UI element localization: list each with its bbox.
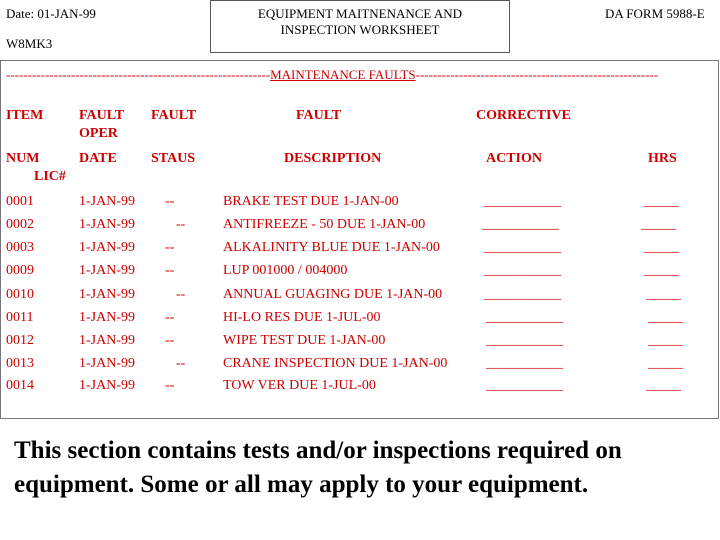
- row-hrs: _____: [646, 287, 681, 302]
- row-num: 0009: [6, 263, 34, 278]
- table-row: [0, 217, 719, 237]
- col-fault-date: FAULT: [79, 108, 125, 123]
- row-description: CRANE INSPECTION DUE 1-JAN-00: [223, 356, 448, 371]
- form-number: DA FORM 5988-E: [605, 6, 705, 21]
- maintenance-faults-label: MAINTENANCE FAULTS: [270, 67, 416, 82]
- row-description: TOW VER DUE 1-JUL-00: [223, 378, 376, 393]
- row-action: ___________: [484, 263, 561, 278]
- col-fault-desc: FAULT: [296, 108, 342, 123]
- row-hrs: _____: [648, 310, 683, 325]
- row-num: 0012: [6, 333, 34, 348]
- table-row: [0, 240, 719, 260]
- section-description: This section contains tests and/or inspections required on equipment. Some or all may apply to your equipment.: [14, 437, 622, 498]
- col-description: DESCRIPTION: [284, 151, 382, 166]
- col-status: STAUS: [151, 151, 196, 166]
- table-row: [0, 287, 719, 307]
- col-fault-status: FAULT: [151, 108, 197, 123]
- col-corrective: CORRECTIVE: [476, 108, 571, 123]
- row-hrs: _____: [648, 333, 683, 348]
- row-date: 1-JAN-99: [79, 240, 135, 255]
- row-num: 0002: [6, 217, 34, 232]
- row-date: 1-JAN-99: [79, 356, 135, 371]
- row-date: 1-JAN-99: [79, 217, 135, 232]
- date-label: Date: 01-JAN-99: [6, 6, 96, 21]
- worksheet-title-box: [210, 0, 510, 53]
- row-hrs: _____: [646, 378, 681, 393]
- col-action: ACTION: [486, 151, 543, 166]
- row-action: ___________: [486, 310, 563, 325]
- row-description: ANTIFREEZE - 50 DUE 1-JAN-00: [223, 217, 426, 232]
- table-row: [0, 333, 719, 353]
- row-num: 0001: [6, 194, 34, 209]
- row-date: 1-JAN-99: [79, 378, 135, 393]
- row-num: 0013: [6, 356, 34, 371]
- row-num: 0003: [6, 240, 34, 255]
- row-status: --: [165, 378, 175, 393]
- col-num: NUM: [6, 151, 40, 166]
- row-description: BRAKE TEST DUE 1-JAN-00: [223, 194, 399, 209]
- row-description: WIPE TEST DUE 1-JAN-00: [223, 333, 386, 348]
- row-action: ___________: [486, 333, 563, 348]
- row-description: ALKALINITY BLUE DUE 1-JAN-00: [223, 240, 440, 255]
- table-row: [0, 310, 719, 330]
- row-action: ___________: [484, 194, 561, 209]
- worksheet-title-line2: INSPECTION WORKSHEET: [280, 22, 440, 37]
- row-status: --: [176, 287, 186, 302]
- row-hrs: _____: [644, 263, 679, 278]
- col-oper: OPER: [79, 126, 118, 141]
- equipment-code: W8MK3: [6, 36, 53, 51]
- row-hrs: _____: [644, 240, 679, 255]
- table-row: [0, 194, 719, 214]
- col-lic: LIC#: [34, 169, 66, 184]
- row-status: --: [165, 310, 175, 325]
- worksheet-title-line1: EQUIPMENT MAITNENANCE AND: [257, 6, 463, 21]
- row-status: --: [165, 263, 175, 278]
- row-status: --: [165, 333, 175, 348]
- row-description: HI-LO RES DUE 1-JUL-00: [223, 310, 381, 325]
- row-action: ___________: [484, 240, 561, 255]
- divider-left: -------------------------------------------------------------: [6, 67, 271, 82]
- row-num: 0011: [6, 310, 34, 325]
- row-action: ___________: [484, 287, 561, 302]
- row-num: 0014: [6, 378, 34, 393]
- col-hrs: HRS: [648, 151, 677, 166]
- maintenance-faults-divider: [6, 66, 714, 83]
- row-status: --: [176, 217, 186, 232]
- row-date: 1-JAN-99: [79, 263, 135, 278]
- row-description: LUP 001000 / 004000: [223, 263, 348, 278]
- row-status: --: [165, 240, 175, 255]
- col-item: ITEM: [6, 108, 44, 123]
- row-action: ___________: [486, 378, 563, 393]
- table-row: [0, 263, 719, 283]
- row-action: ___________: [482, 217, 559, 232]
- row-hrs: _____: [644, 194, 679, 209]
- row-date: 1-JAN-99: [79, 333, 135, 348]
- row-hrs: _____: [648, 356, 683, 371]
- row-date: 1-JAN-99: [79, 287, 135, 302]
- row-description: ANNUAL GUAGING DUE 1-JAN-00: [223, 287, 443, 302]
- row-num: 0010: [6, 287, 34, 302]
- row-date: 1-JAN-99: [79, 310, 135, 325]
- row-date: 1-JAN-99: [79, 194, 135, 209]
- table-row: [0, 378, 719, 398]
- row-action: ___________: [486, 356, 563, 371]
- divider-right: --------------------------------------------------------: [415, 67, 659, 82]
- row-hrs: _____: [641, 217, 676, 232]
- table-row: [0, 356, 719, 376]
- row-status: --: [165, 194, 175, 209]
- col-date: DATE: [79, 151, 117, 166]
- row-status: --: [176, 356, 186, 371]
